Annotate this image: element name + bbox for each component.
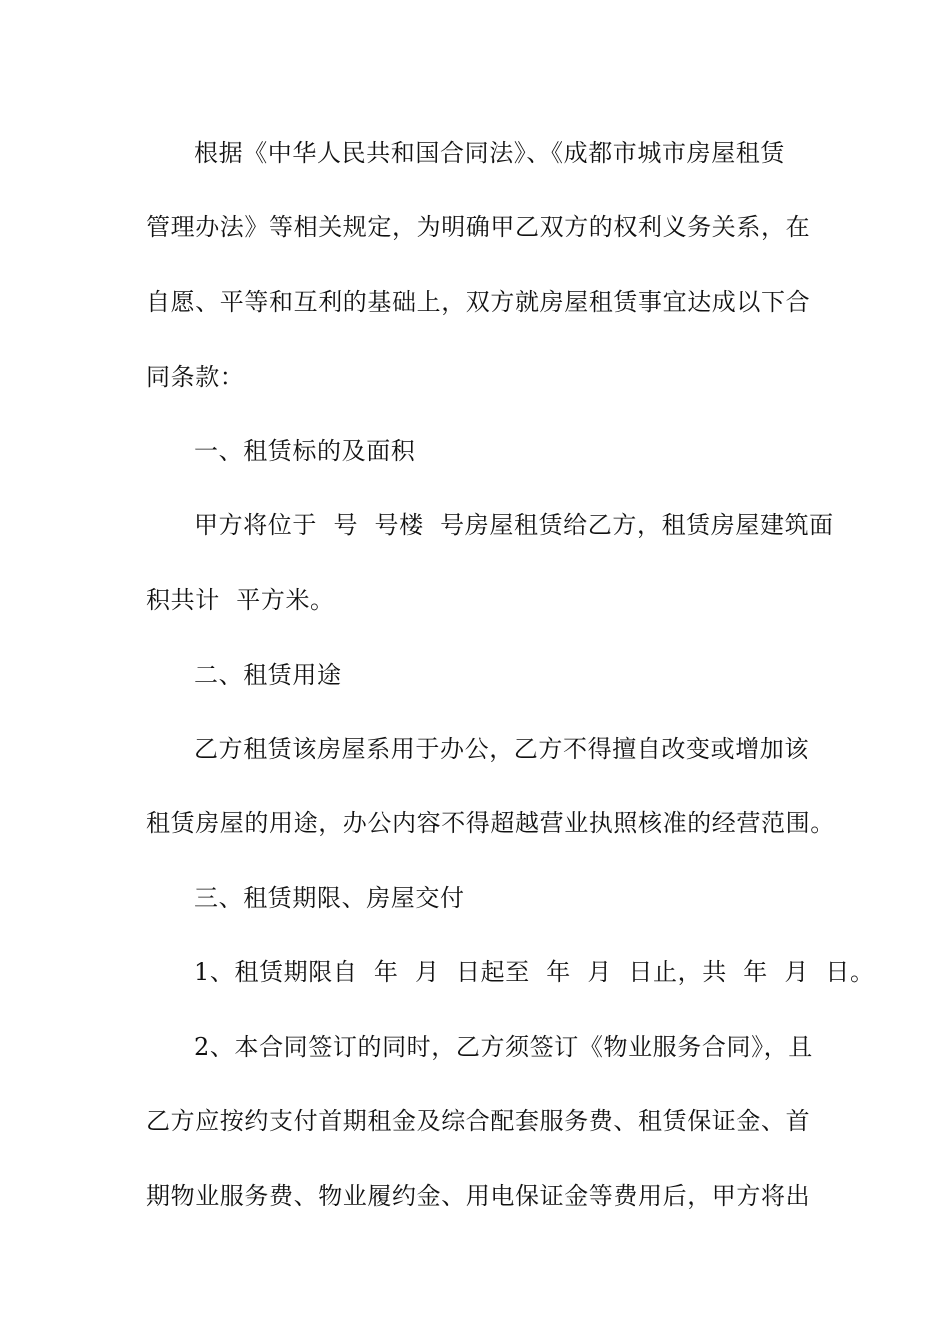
section-heading: 三、租赁期限、房屋交付	[194, 884, 465, 912]
paragraph-line: 同条款：	[146, 363, 245, 391]
paragraph-line: 乙方租赁该房屋系用于办公，乙方不得擅自改变或增加该	[194, 735, 809, 763]
paragraph-line: 根据《中华人民共和国合同法》、《成都市城市房屋租赁	[194, 139, 785, 167]
paragraph-line: 积共计 平方米。	[146, 586, 335, 614]
paragraph-line: 2、本合同签订的同时，乙方须签订《物业服务合同》，且	[194, 1033, 813, 1061]
paragraph-line: 乙方应按约支付首期租金及综合配套服务费、租赁保证金、首	[146, 1107, 811, 1135]
paragraph-line: 1、租赁期限自 年 月 日起至 年 月 日止，共 年 月 日。	[194, 958, 875, 986]
paragraph-line: 租赁房屋的用途，办公内容不得超越营业执照核准的经营范围。	[146, 809, 835, 837]
paragraph-line: 自愿、平等和互利的基础上，双方就房屋租赁事宜达成以下合	[146, 288, 811, 316]
paragraph-line: 管理办法》等相关规定，为明确甲乙双方的权利义务关系，在	[146, 213, 811, 241]
paragraph-line: 甲方将位于 号 号楼 号房屋租赁给乙方，租赁房屋建筑面	[194, 511, 834, 539]
section-heading: 二、租赁用途	[194, 661, 342, 689]
paragraph-line: 期物业服务费、物业履约金、用电保证金等费用后，甲方将出	[146, 1182, 811, 1210]
section-heading: 一、租赁标的及面积	[194, 437, 416, 465]
